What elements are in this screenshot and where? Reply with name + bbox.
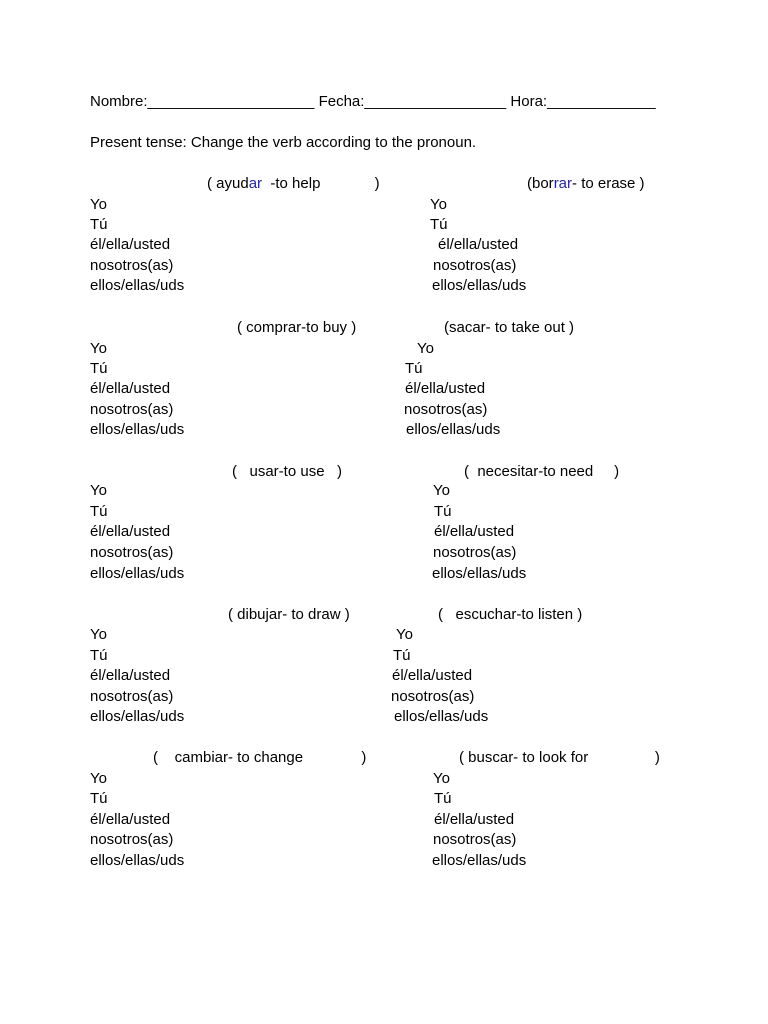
nombre-label: Nombre: <box>90 93 148 110</box>
pronoun-el: él/ella/usted <box>434 811 515 828</box>
pronoun-ellos: ellos/ellas/uds <box>90 421 185 438</box>
pronoun-el: él/ella/usted <box>392 667 473 684</box>
pronoun-yo: Yo <box>90 340 107 357</box>
hora-label: Hora: <box>510 93 548 110</box>
verb-heading-ayudar: ( ayudar -to help ) <box>207 175 380 192</box>
pronoun-yo: Yo <box>417 340 434 357</box>
verb-heading-sacar: (sacar- to take out ) <box>444 319 575 336</box>
pronoun-tu: Tú <box>90 790 108 807</box>
pronoun-ellos: ellos/ellas/uds <box>90 852 185 869</box>
pronoun-yo: Yo <box>90 482 107 499</box>
pronoun-tu: Tú <box>430 216 448 233</box>
pronoun-tu: Tú <box>90 647 108 664</box>
pronoun-nosotros: nosotros(as) <box>433 257 517 274</box>
fecha-blank[interactable]: _________________ <box>364 93 507 110</box>
verb-ending-highlight: rar <box>553 175 573 192</box>
pronoun-ellos: ellos/ellas/uds <box>406 421 501 438</box>
pronoun-el: él/ella/usted <box>90 523 171 540</box>
verb-heading-necesitar: ( necesitar-to need ) <box>464 463 620 480</box>
pronoun-tu: Tú <box>393 647 411 664</box>
pronoun-nosotros: nosotros(as) <box>90 257 174 274</box>
verb-heading-borrar: (borrar- to erase ) <box>527 175 645 192</box>
fecha-label: Fecha: <box>318 93 365 110</box>
pronoun-yo: Yo <box>90 626 107 643</box>
pronoun-nosotros: nosotros(as) <box>404 401 488 418</box>
pronoun-el: él/ella/usted <box>434 523 515 540</box>
pronoun-ellos: ellos/ellas/uds <box>90 277 185 294</box>
pronoun-nosotros: nosotros(as) <box>433 544 517 561</box>
verb-heading-cambiar: ( cambiar- to change ) <box>153 749 367 766</box>
pronoun-tu: Tú <box>405 360 423 377</box>
pronoun-el: él/ella/usted <box>438 236 519 253</box>
pronoun-el: él/ella/usted <box>90 236 171 253</box>
pronoun-ellos: ellos/ellas/uds <box>394 708 489 725</box>
verb-heading-usar: ( usar-to use ) <box>232 463 343 480</box>
verb-ending-highlight: ar <box>248 175 263 192</box>
pronoun-tu: Tú <box>90 503 108 520</box>
hora-blank[interactable]: _____________ <box>547 93 656 110</box>
pronoun-yo: Yo <box>433 482 450 499</box>
pronoun-tu: Tú <box>90 216 108 233</box>
pronoun-yo: Yo <box>396 626 413 643</box>
pronoun-nosotros: nosotros(as) <box>391 688 475 705</box>
verb-heading-comprar: ( comprar-to buy ) <box>237 319 357 336</box>
pronoun-el: él/ella/usted <box>90 811 171 828</box>
pronoun-yo: Yo <box>433 770 450 787</box>
pronoun-nosotros: nosotros(as) <box>90 831 174 848</box>
pronoun-yo: Yo <box>430 196 447 213</box>
pronoun-yo: Yo <box>90 770 107 787</box>
pronoun-yo: Yo <box>90 196 107 213</box>
pronoun-nosotros: nosotros(as) <box>90 688 174 705</box>
instructions: Present tense: Change the verb according to the pronoun. <box>90 134 477 151</box>
verb-heading-escuchar: ( escuchar-to listen ) <box>438 606 583 623</box>
pronoun-ellos: ellos/ellas/uds <box>432 565 527 582</box>
nombre-blank[interactable]: ____________________ <box>147 93 315 110</box>
pronoun-tu: Tú <box>90 360 108 377</box>
pronoun-nosotros: nosotros(as) <box>90 401 174 418</box>
pronoun-tu: Tú <box>434 790 452 807</box>
verb-heading-buscar: ( buscar- to look for ) <box>459 749 660 766</box>
pronoun-ellos: ellos/ellas/uds <box>90 708 185 725</box>
pronoun-nosotros: nosotros(as) <box>90 544 174 561</box>
pronoun-el: él/ella/usted <box>90 667 171 684</box>
pronoun-tu: Tú <box>434 503 452 520</box>
pronoun-el: él/ella/usted <box>405 380 486 397</box>
pronoun-ellos: ellos/ellas/uds <box>432 277 527 294</box>
pronoun-ellos: ellos/ellas/uds <box>432 852 527 869</box>
header-line <box>90 93 656 111</box>
pronoun-nosotros: nosotros(as) <box>433 831 517 848</box>
verb-heading-dibujar: ( dibujar- to draw ) <box>228 606 350 623</box>
pronoun-el: él/ella/usted <box>90 380 171 397</box>
pronoun-ellos: ellos/ellas/uds <box>90 565 185 582</box>
